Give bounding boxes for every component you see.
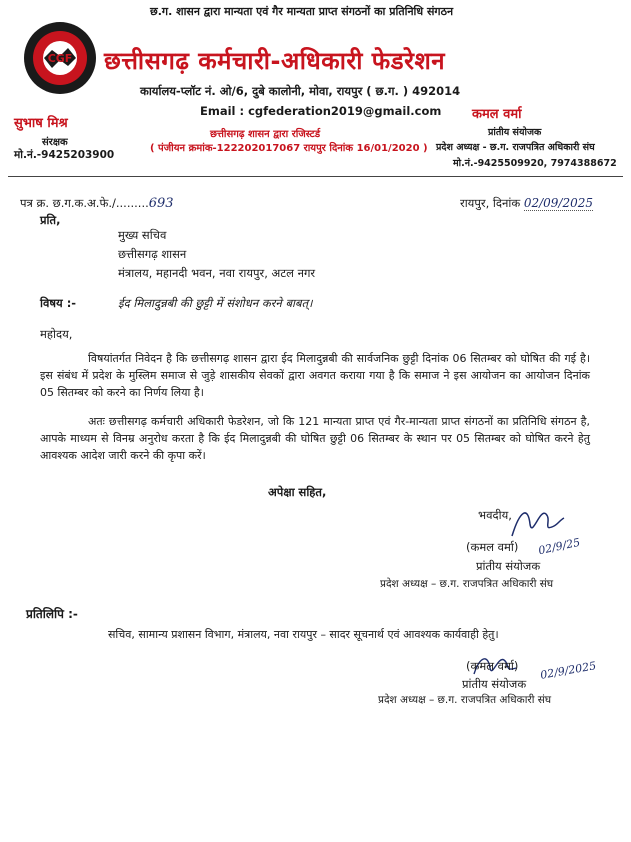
- signatory-2-name: (कमल वर्मा): [466, 659, 519, 673]
- date-label: रायपुर, दिनांक: [460, 196, 521, 210]
- reference-line: [20, 196, 174, 211]
- signatory-1-designation: प्रांतीय संयोजक: [476, 559, 541, 573]
- to-label: प्रति,: [40, 213, 61, 227]
- closing-line: अपेक्षा सहित,: [268, 485, 327, 499]
- copy-text: सचिव, सामान्य प्रशासन विभाग, मंत्रालय, नवा रायपुर – सादर सूचनार्थ एवं आवश्यक कार्यवाही हेतु।: [108, 628, 499, 641]
- organization-title: छत्तीसगढ़ कर्मचारी-अधिकारी फेडरेशन: [104, 47, 446, 75]
- convenor-designation: प्रांतीय संयोजक: [488, 127, 542, 138]
- patron-name: सुभाष मिश्र: [14, 116, 68, 131]
- paragraph-2: अतः छत्तीसगढ़ कर्मचारी अधिकारी फेडरेशन, जो कि 121 मान्यता प्राप्त एवं गैर-मान्यता प्राप्त संगठनों का प्रतिनिधि संगठन है, आपके माध्यम से विनम्र अनुरोध करता है कि ईद मिलादुन्नबी की घोषित छुट्टी 06 सितम्बर के स्थान पर 05 सितम्बर को घोषित करने हेतु आवश्यक आदेश जारी करने की कृपा करें।: [40, 415, 590, 462]
- copy-label: प्रतिलिपि :-: [26, 607, 78, 621]
- header-divider: [8, 176, 623, 177]
- reference-number: 693: [148, 196, 174, 211]
- date-line: [460, 196, 593, 211]
- subject-label: विषय :-: [40, 296, 77, 310]
- registered-note: छत्तीसगढ़ शासन द्वारा रजिस्टर्ड: [210, 129, 321, 140]
- logo-text: CGF: [47, 52, 73, 65]
- recipient-line-1: मुख्य सचिव: [118, 228, 167, 242]
- signatory-2-designation: प्रांतीय संयोजक: [462, 677, 527, 691]
- reference-label: पत्र क्र. छ.ग.क.अ.फे./.........: [20, 196, 149, 210]
- salutation: महोदय,: [40, 327, 73, 341]
- patron-designation: संरक्षक: [42, 137, 68, 148]
- convenor-mobile: मो.नं.-9425509920, 7974388672: [453, 158, 617, 169]
- organization-email[interactable]: Email : cgfederation2019@gmail.com: [200, 104, 442, 118]
- signature-1-date: 02/9/25: [537, 535, 582, 558]
- signatory-1-name: (कमल वर्मा): [466, 540, 519, 554]
- federation-logo: [22, 20, 98, 96]
- patron-mobile: मो.नं.-9425203900: [14, 149, 115, 161]
- signatory-2-org: प्रदेश अध्यक्ष – छ.ग. राजपत्रित अधिकारी संघ: [378, 694, 552, 706]
- registration-number: ( पंजीयन क्रमांक-122202017067 रायपुर दिनांक 16/01/2020 ): [150, 143, 428, 154]
- signature-2-date: 02/9/2025: [539, 659, 598, 682]
- paragraph-1: विषयांतर्गत निवेदन है कि छत्तीसगढ़ शासन द्वारा ईद मिलादुन्नबी की सार्वजनिक छुट्टी दिनांक 06 सितम्बर को घोषित की गई है। इस संबंध में प्रदेश के मुस्लिम समाज से जुड़े शासकीय सेवकों द्वारा अवगत कराया गया है कि समाज ने इस आयोजन का आयोजन दिनांक 05 सितम्बर को करने का निर्णय लिया है।: [40, 352, 590, 399]
- convenor-designation-2: प्रदेश अध्यक्ष - छ.ग. राजपत्रित अधिकारी संघ: [436, 142, 595, 153]
- date-value: 02/09/2025: [523, 196, 594, 210]
- signatory-1-org: प्रदेश अध्यक्ष – छ.ग. राजपत्रित अधिकारी संघ: [380, 578, 554, 590]
- yours-faithfully: भवदीय,: [478, 508, 512, 522]
- recipient-line-2: छत्तीसगढ़ शासन: [118, 247, 187, 261]
- recipient-line-3: मंत्रालय, महानदी भवन, नवा रायपुर, अटल नगर: [118, 266, 316, 280]
- convenor-name: कमल वर्मा: [472, 107, 522, 122]
- letterhead-tagline: छ.ग. शासन द्वारा मान्यता एवं गैर मान्यता प्राप्त संगठनों का प्रतिनिधि संगठन: [150, 5, 454, 18]
- organization-address: कार्यालय-प्लॉट नं. ओ/6, दुबे कालोनी, मोवा, रायपुर ( छ.ग. ) 492014: [140, 84, 461, 98]
- subject-text: ईद मिलादुन्नबी की छुट्टी में संशोधन करने बाबत्।: [118, 296, 313, 310]
